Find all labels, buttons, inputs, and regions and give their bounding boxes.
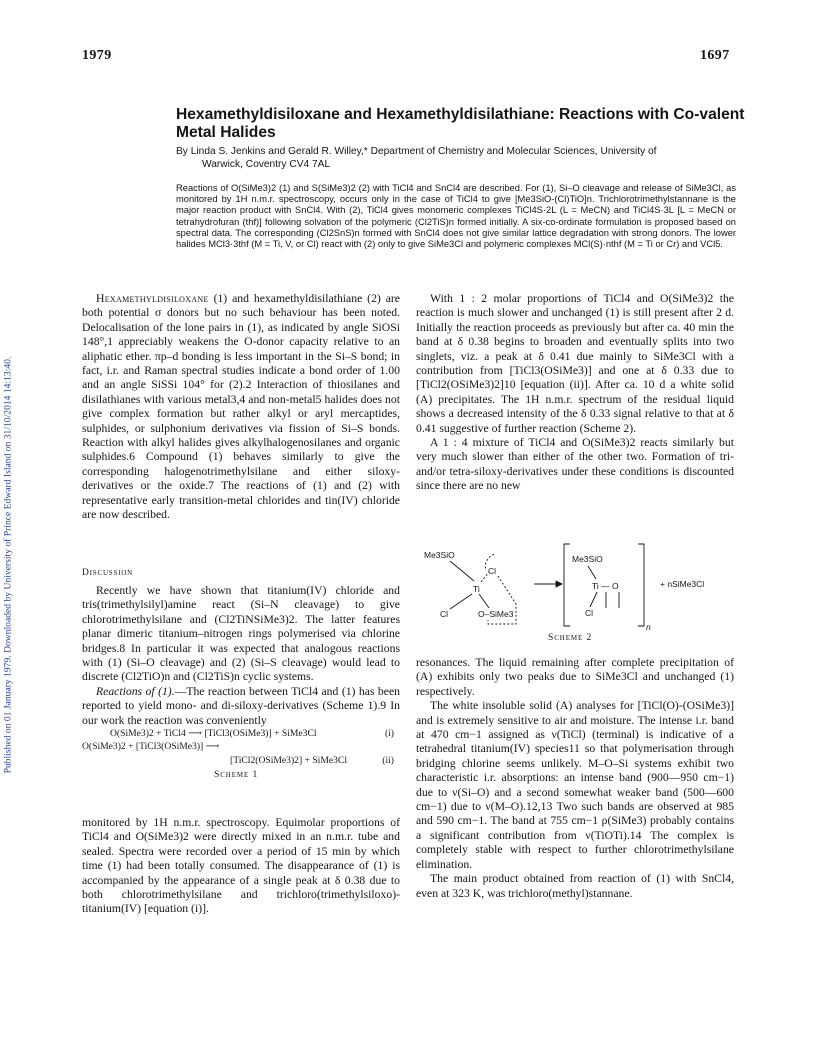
scheme2-caption: Scheme 2 bbox=[548, 632, 593, 643]
scheme1-line-1: O(SiMe3)2 + TiCl4 ⟶ [TiCl3(OSiMe3)] + SiMe3Cl bbox=[110, 728, 317, 739]
reactions-text: —The reaction between TiCl4 and (1) has been reported to yield mono- and di-siloxy-derivatives (Scheme 1).9 In our work the reaction was conveniently bbox=[82, 684, 400, 727]
scheme1-caption: Scheme 1 bbox=[214, 769, 259, 780]
para-4: The white insoluble solid (A) analyses for [TiCl(O)-(OSiMe3)] and is extremely sensitive to air and moisture. The intense i.r. band at 470 cm−1 assigned as ν(TiCl) (terminal) is indicative of a tetrahedral titanium(IV) species11 so that polymerisation through bridging chlorine seems unlikely. M–O–Si systems exhibit two characteristic i.r. absorptions: an intense band (900—950 cm−1) due to ν(Si–O) and a second somewhat weaker band (500—600 cm−1) due to ν(M–O).12,13 Two such bands are observed at 985 and 590 cm−1. The band at 755 cm−1 ρ(SiMe3) probably contains a significant contribution from ν(TiOTi).14 The complex is completely stable with respect to further chlorotrimethylsilane elimination. bbox=[416, 699, 734, 871]
left-column-nmr bbox=[82, 816, 400, 917]
scheme2-subscript-n: n bbox=[646, 622, 651, 632]
scheme1-line-2: O(SiMe3)2 + [TiCl3(OSiMe3)] ⟶ bbox=[82, 741, 220, 752]
para-3: resonances. The liquid remaining after complete precipitation of (A) exhibits only two peaks due to SiMe3Cl and unchanged (1) respectively. bbox=[416, 656, 734, 698]
scheme1-eq-i: (i) bbox=[384, 728, 394, 739]
intro-lead: Hexamethyldisiloxane bbox=[96, 292, 209, 305]
scheme1-line-3: [TiCl2(OSiMe3)2] + SiMe3Cl bbox=[230, 755, 347, 766]
intro-text: (1) and hexamethyldisilathiane (2) are both potential σ donors but no such behaviour has been noted. Delocalisation of the lone pairs in (1), as indicated by angle SiOSi 148°,1 appreciably weakens the O-donor capacity relative to an aliphatic ether. πp–d bonding is less important in the Si–S bond; in fact, i.r. and Raman spectral studies indicate a bond order of 1.00 and an angle SiSSi 104° for (2).2 Interaction of thiosilanes and disilathianes with various metal3,4 and non-metal5 halides does not give complex formation but rather alkyl or aryl mercaptides, sulphides, or sulphonium derivatives via fission of Si–S bonds. Reaction with alkyl halides gives alkylhalogenosilanes and organic sulphides.6 Compound (1) behaves similarly to give the corresponding halogenotrimethylsilane and either siloxy-derivatives or the oxide.7 The reactions of (1) and (2) with representative early transition-metal chlorides and tin(IV) chloride are now described. bbox=[82, 292, 400, 522]
page-number: 1697 bbox=[700, 48, 730, 63]
scheme2-bond bbox=[588, 566, 596, 579]
scheme2-left-ti: Ti bbox=[473, 584, 480, 594]
journal-year: 1979 bbox=[82, 48, 112, 63]
scheme-1 bbox=[82, 728, 400, 780]
author-affiliation bbox=[176, 146, 742, 171]
para-5: The main product obtained from reaction of (1) with SnCl4, even at 323 K, was trichloro(methyl)stannane. bbox=[416, 872, 734, 900]
abstract: Reactions of O(SiMe3)2 (1) and S(SiMe3)2 (2) with TiCl4 and SnCl4 are described. For (1), Si–O cleavage and release of SiMe3Cl, as monitored by 1H n.m.r. spectroscopy, occurs only in the case of TiCl4 to give [Me3SiO-(Cl)TiO]n. Trichlorotrimethylstannane is the major reaction product with SnCl4. With (2), TiCl4 gives monomeric complexes TiCl4S·2L (L = MeCN) and TiCl4S·3L [L = MeCN or tetrahydrofuran (thf)] following solvation of the polymeric (Cl2TiS)n formed initially. A six-co-ordinate formulation is proposed based on spectral data. The corresponding (Cl2SnS)n formed with SnCl4 does not give similar lattice degradation with strong donors. The lower halides MCl3·3thf (M = Ti, V, or Cl) react with (2) only to give SiMe3Cl and polymeric complexes MCl(S)·nthf (M = Ti or Cr) and VCl5. bbox=[176, 183, 736, 250]
scheme2-left-cl-top: Cl bbox=[488, 566, 497, 576]
scheme2-right-ti-o: Ti — O bbox=[592, 581, 619, 591]
discussion-heading: Discussion bbox=[82, 568, 134, 578]
scheme2-left-bracket bbox=[564, 544, 570, 626]
scheme2-bond bbox=[450, 594, 472, 609]
scheme2-bond bbox=[479, 594, 489, 608]
right-column-bottom bbox=[416, 656, 734, 901]
download-notice: Published on 01 January 1979. Downloaded by University of Prince Edward Island on 31/10/2014 14:13:40. bbox=[2, 356, 14, 774]
scheme2-left-osime3: O–SiMe3 bbox=[478, 609, 514, 619]
nmr-text: monitored by 1H n.m.r. spectroscopy. Equimolar proportions of TiCl4 and O(SiMe3)2 were directly mixed in an n.m.r. tube and sealed. Spectra were recorded over a period of 15 min by which time (1) had been totally consumed. The disappearance of (1) is accompanied by the appearance of a single peak at δ 0.38 due to both chlorotrimethylsilane and trichloro(trimethylsiloxo)-titanium(IV) [equation (i)]. bbox=[82, 816, 400, 916]
author-line-1: By Linda S. Jenkins and Gerald R. Willey,* Department of Chemistry and Molecular Sciences, University of bbox=[176, 146, 657, 157]
para-1: With 1 : 2 molar proportions of TiCl4 and O(SiMe3)2 the reaction is much slower and unchanged (1) is still present after 2 d. Initially the reaction proceeds as previously but after ca. 40 min the band at δ 0.38 begins to broaden and eventually splits into two singlets, viz. a peak at δ 0.41 due mainly to SiMe3Cl with a contribution from [TiCl3(OSiMe3)] and one at δ 0.33 due to [TiCl2(OSiMe3)2]10 [equation (ii)]. After ca. 10 d a white solid (A) precipitates. The 1H n.m.r. spectrum of the residual liquid shows a decreased intensity of the δ 0.33 signal relative to that at δ 0.41 suggestive of further reaction (Scheme 2). bbox=[416, 292, 734, 435]
scheme2-left-me3sio: Me3SiO bbox=[424, 550, 455, 560]
left-column-discussion bbox=[82, 584, 400, 728]
scheme2-product: + nSiMe3Cl bbox=[660, 579, 705, 589]
discussion-text: Recently we have shown that titanium(IV) chloride and tris(trimethylsilyl)amine react (Si–N cleavage) to give chlorotrimethylsilane and (Cl2TiNSiMe3)2. The latter features planar dimeric titanium–nitrogen rings polymerised via chlorine bridges.8 In particular it was expected that analogous reactions with (1) (Si–O cleavage) and (2) (Si–S cleavage) would lead to discrete (Cl2TiO)n and (Cl2TiS)n cyclic systems. bbox=[82, 584, 400, 684]
scheme2-left-cl-bottom: Cl bbox=[440, 609, 449, 619]
scheme2-right-bracket bbox=[638, 544, 644, 626]
article-title: Hexamethyldisiloxane and Hexamethyldisilathiane: Reactions with Co-valent Metal Halides bbox=[176, 106, 745, 141]
scheme2-right-me3sio: Me3SiO bbox=[572, 554, 603, 564]
reactions-lead: Reactions of (1). bbox=[96, 684, 175, 698]
scheme2-bond bbox=[590, 592, 597, 607]
para-2: A 1 : 4 mixture of TiCl4 and O(SiMe3)2 reacts similarly but very much slower than either of the other two. Formation of tri- and/or tetra-siloxy-derivatives under these conditions is discounted since there are no new bbox=[416, 436, 734, 493]
author-line-2: Warwick, Coventry CV4 7AL bbox=[202, 158, 331, 170]
right-column-top bbox=[416, 292, 734, 494]
scheme2-right-cl: Cl bbox=[585, 608, 594, 618]
scheme2-arrow-head bbox=[556, 581, 562, 587]
scheme2-bond bbox=[450, 561, 474, 581]
scheme1-eq-ii: (ii) bbox=[382, 755, 394, 766]
left-column-intro bbox=[82, 292, 400, 523]
